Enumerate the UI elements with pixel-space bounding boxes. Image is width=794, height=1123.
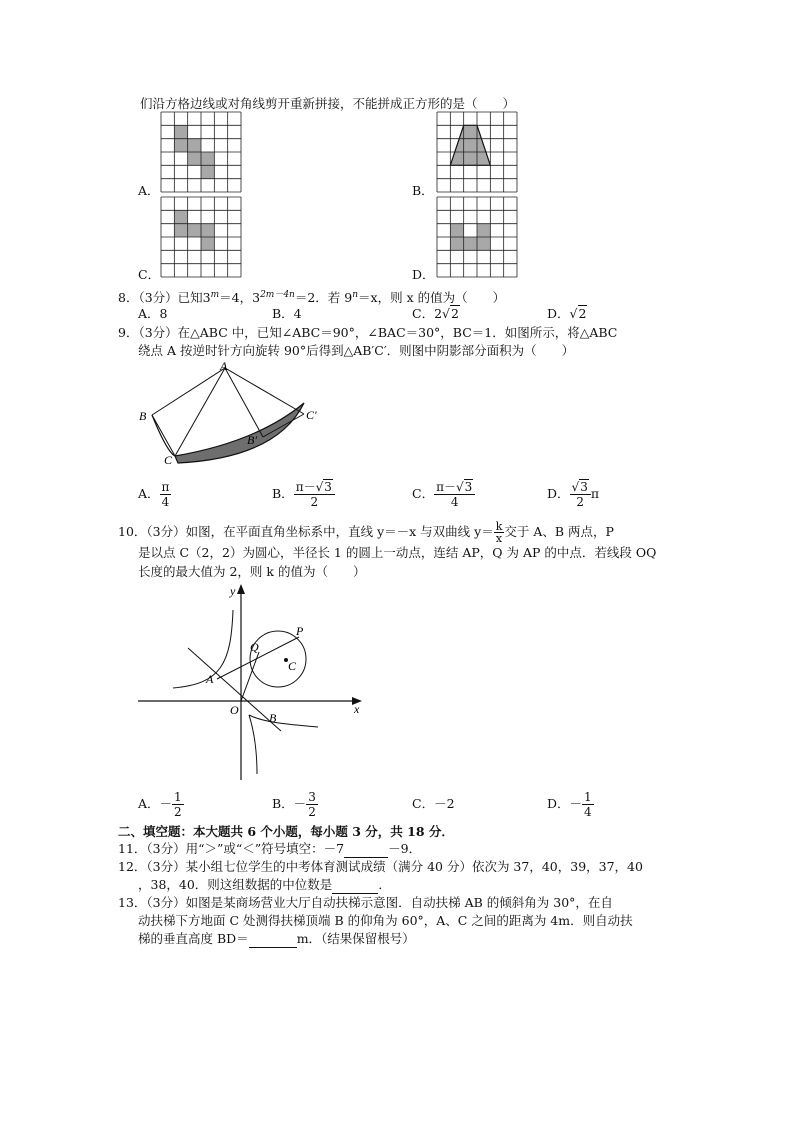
q10-label-x: x xyxy=(354,702,360,716)
q10-option-a: A．－ $\frac{1}{2}$ xyxy=(138,790,182,819)
q12-line1: 12．（3分）某小组七位学生的中考体育测试成绩（满分 40 分）依次为 37，40，39，37，40 xyxy=(118,859,643,874)
q9-option-b: B． $\frac{\pi-√3}{2}$ xyxy=(272,475,335,513)
q10-label-c: C xyxy=(288,659,297,673)
q7-grid-c xyxy=(161,197,241,277)
q13-line2: 动扶梯下方地面 C 处测得扶梯顶端 B 的仰角为 60°，A、C 之间的距离为 4m．则自动扶 xyxy=(138,913,633,928)
q9-line1: 9．（3分）在△ABC 中，已知∠ABC＝90°，∠BAC＝30°，BC＝1．如图所示，将△ABC xyxy=(118,325,618,340)
q12-blank[interactable] xyxy=(332,877,378,894)
q9-label-cp: C′ xyxy=(306,408,317,422)
q7-grid-b xyxy=(437,112,517,192)
q7-grid-a xyxy=(161,112,241,192)
q13-blank[interactable] xyxy=(249,931,297,948)
q7-option-d: D． xyxy=(412,267,435,282)
q10-label-o: O xyxy=(230,703,239,717)
q8-option-a: A．8 xyxy=(138,306,168,321)
q9-line2: 绕点 A 按逆时针方向旋转 90°后得到△AB′C′．则图中阴影部分面积为（ ） xyxy=(138,343,575,358)
q7-option-b: B． xyxy=(412,183,434,198)
q10-figure xyxy=(133,584,373,784)
q10-line3: 长度的最大值为 2，则 k 的值为（ ） xyxy=(138,564,366,579)
q9-label-b: B xyxy=(139,409,147,423)
q10-label-q: Q xyxy=(250,640,259,654)
q10-option-c: C．－2 xyxy=(412,796,455,811)
q9-label-bp: B′ xyxy=(247,433,257,447)
q9-label-c: C xyxy=(164,453,173,467)
q7-grid-d xyxy=(437,197,517,277)
q10-option-d: D．－ $\frac{1}{4}$ xyxy=(547,790,592,819)
q13-line3: 梯的垂直高度 BD＝ m．（结果保留根号） xyxy=(138,931,415,946)
q7-option-c: C． xyxy=(138,267,161,282)
q9-option-a: A． $\frac{\pi}{4}$ xyxy=(138,480,170,509)
section-fill-blank-heading: 二、填空题：本大题共 6 个小题，每小题 3 分，共 18 分． xyxy=(118,824,454,839)
q9-shaded-region xyxy=(175,403,304,463)
q9-option-c: C． $\frac{\pi-√3}{4}$ xyxy=(412,475,475,513)
q11: 11．（3分）用“＞”或“＜”符号填空：－7 －9． xyxy=(118,841,422,856)
q7-stem: 们沿方格边线或对角线剪开重新拼接，不能拼成正方形的是（ ） xyxy=(140,96,516,111)
q9-figure xyxy=(137,360,337,470)
q10-label-a: A xyxy=(206,672,214,686)
q10-label-p: P xyxy=(296,624,304,638)
q10-line2: 是以点 C（2，2）为圆心，半径长 1 的圆上一动点，连结 AP，Q 为 AP 的中点．若线段 OQ xyxy=(138,545,657,560)
q8-stem: 8．（3分）已知$3^m=4$，$3^{2m-4n}=2$．若 $9^n=x$，则 x 的值为（ ） xyxy=(118,290,506,306)
q11-blank[interactable] xyxy=(344,841,388,858)
q8-option-b: B．4 xyxy=(272,306,302,321)
q10-label-y: y xyxy=(230,584,236,598)
q8-option-d: D．√2 xyxy=(547,306,587,321)
q10-option-b: B．－ $\frac{3}{2}$ xyxy=(272,790,316,819)
q13-line1: 13．（3分）如图是某商场营业大厅自动扶梯示意图．自动扶梯 AB 的倾斜角为 30°，在自 xyxy=(118,895,613,910)
q8-option-c: C．2√2 xyxy=(412,306,459,321)
q9-label-a: A xyxy=(220,359,228,373)
q9-option-d: D． $\frac{√3}{2}$ π xyxy=(547,480,600,509)
q10-line1: 10．（3分）如图，在平面直角坐标系中，直线 y＝－x 与双曲线 y＝ $\frac{k}{x}$ 交于 A、B 两点，P xyxy=(118,520,614,545)
q7-option-a: A． xyxy=(138,183,160,198)
q12-line2: ，38，40．则这组数据的中位数是 ． xyxy=(138,877,391,892)
q10-label-b: B xyxy=(269,711,277,725)
